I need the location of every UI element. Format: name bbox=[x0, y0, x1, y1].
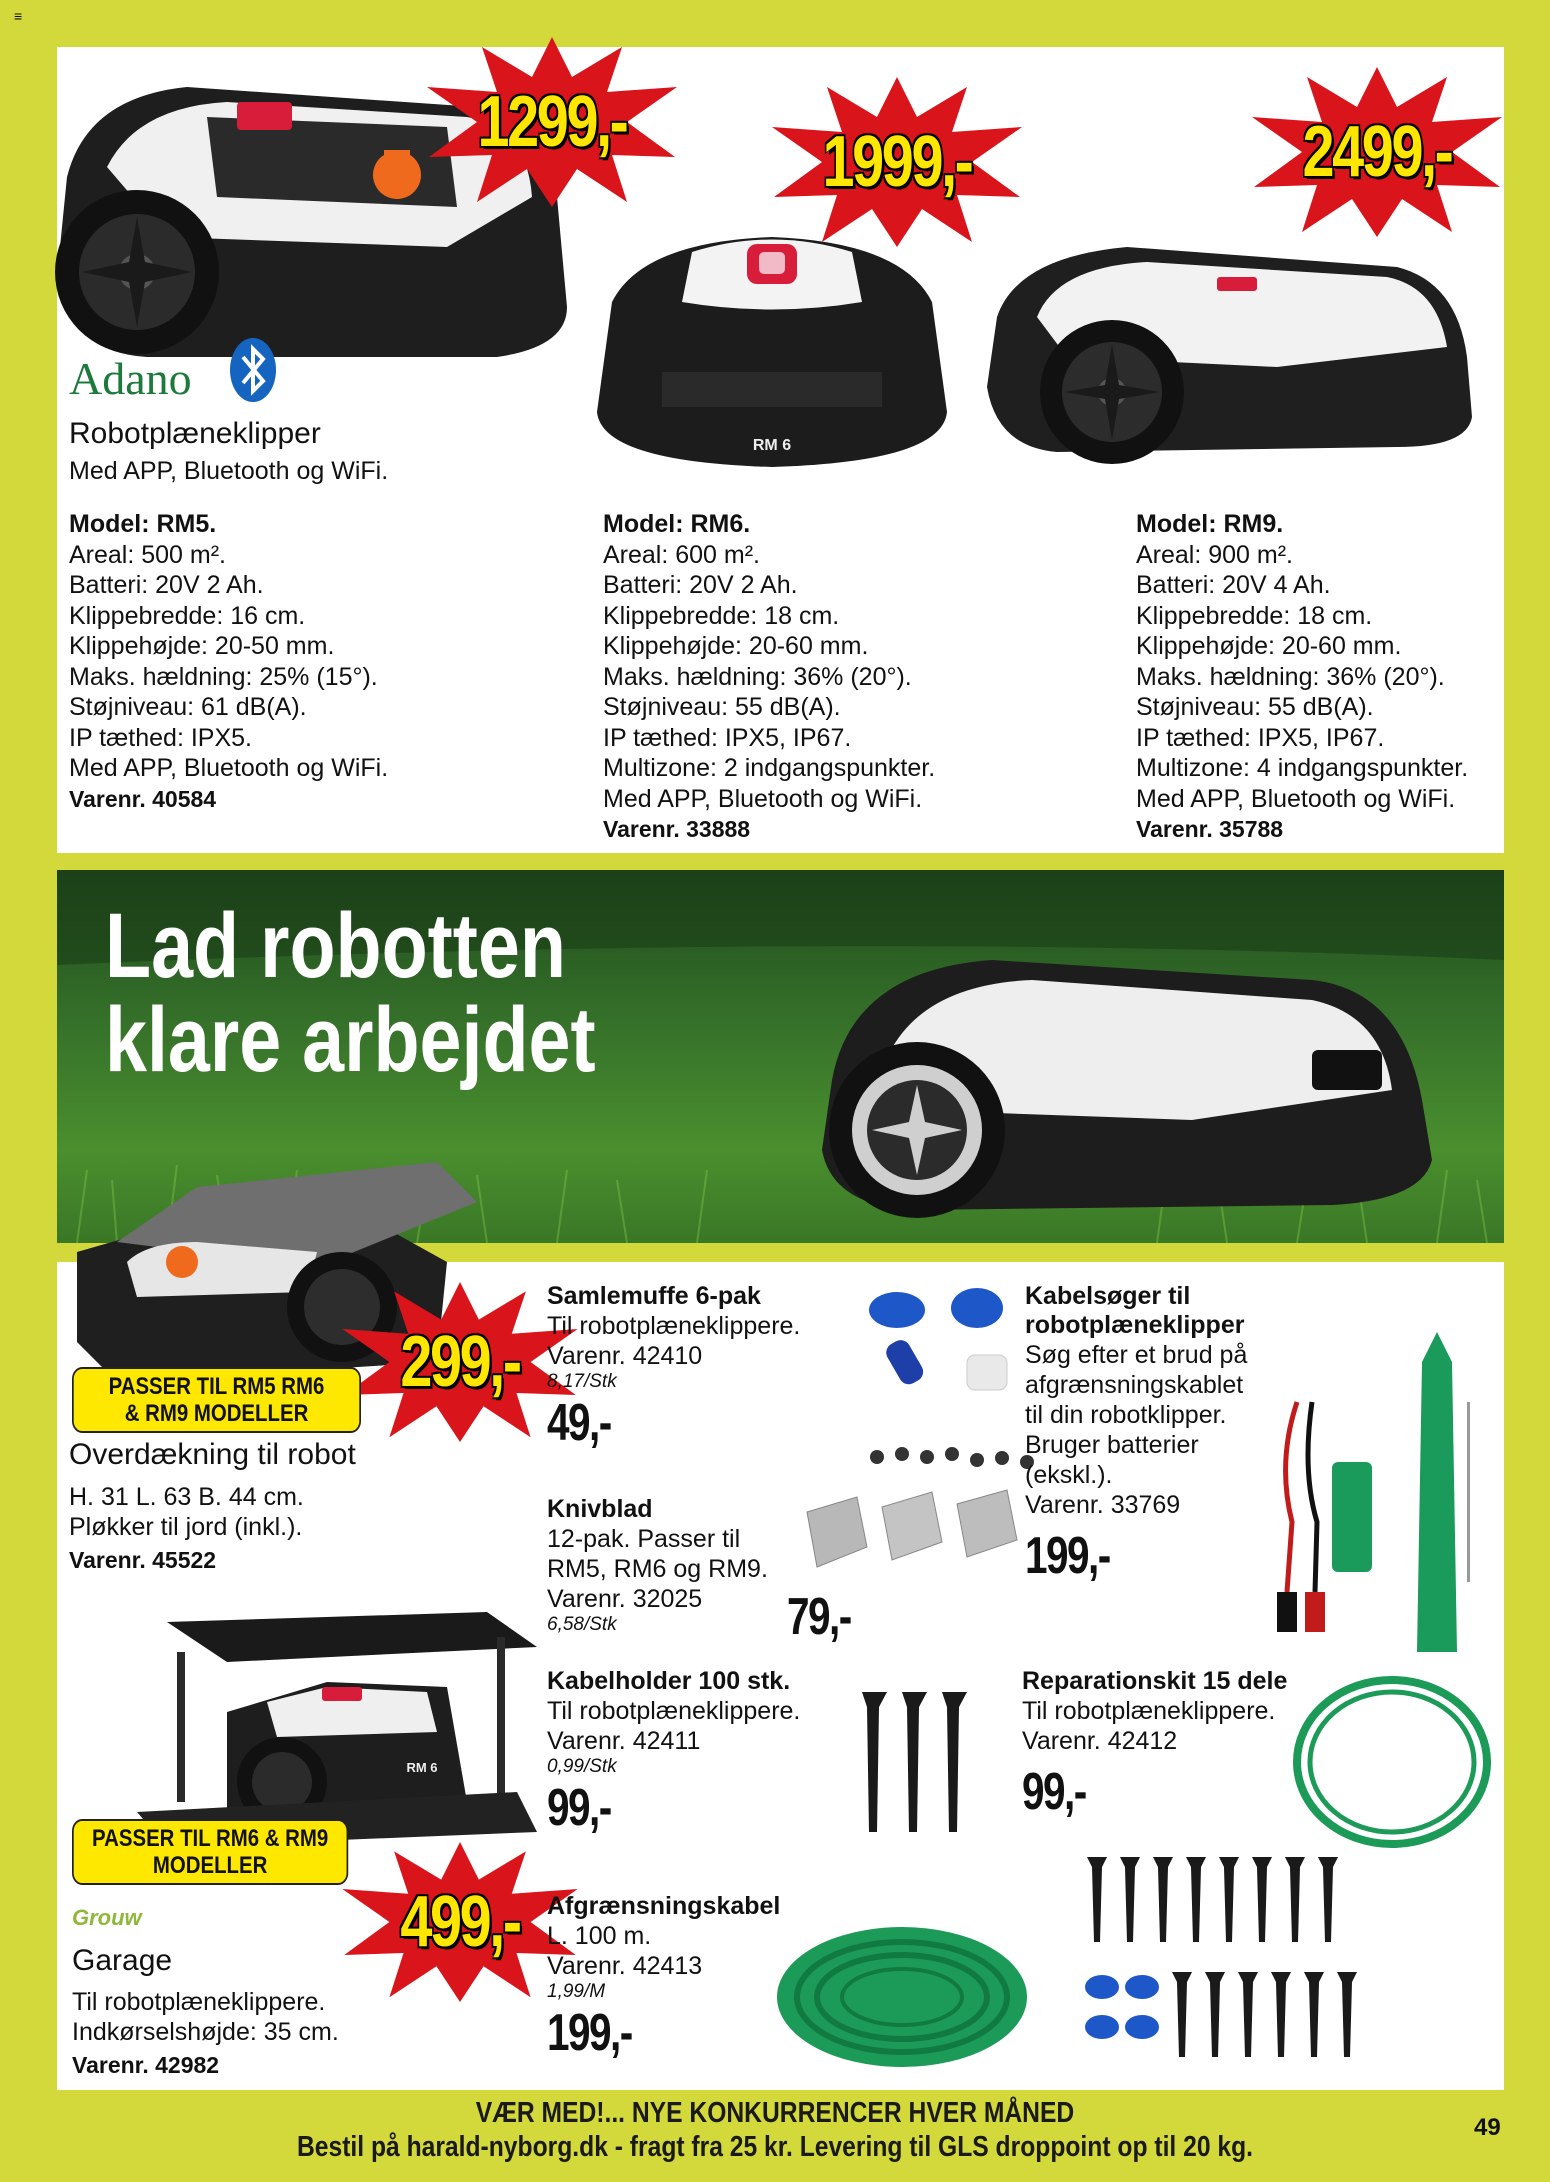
spec-line: Støjniveau: 55 dB(A). bbox=[603, 693, 841, 721]
product-price: 99,- bbox=[547, 1779, 611, 1837]
footer-line2: Bestil på harald-nyborg.dk - fragt fra 25 kr. Levering til GLS droppoint op til 20 kg. bbox=[296, 2131, 1254, 2163]
price-rm9: 2499,- bbox=[1302, 112, 1452, 192]
product-varenr: Varenr. 32025 bbox=[547, 1585, 703, 1613]
cover-line: H. 31 L. 63 B. 44 cm. bbox=[69, 1483, 304, 1511]
spec-line: Multizone: 2 indgangspunkter. bbox=[603, 754, 936, 782]
rm6-label: RM 6 bbox=[752, 437, 792, 454]
price-starburst-garage bbox=[340, 1842, 580, 2002]
spec-varenr: Varenr. 40584 bbox=[69, 785, 217, 812]
product-line: Søg efter et brud på bbox=[1025, 1341, 1248, 1369]
price-garage: 499,- bbox=[400, 1882, 520, 1962]
spec-line: Batteri: 20V 4 Ah. bbox=[1136, 571, 1331, 599]
badge-garage-compat bbox=[72, 1819, 348, 1885]
spec-line: Klippehøjde: 20-60 mm. bbox=[603, 632, 869, 660]
product-subtitle: Med APP, Bluetooth og WiFi. bbox=[69, 457, 389, 485]
product-title: Knivblad bbox=[547, 1495, 653, 1523]
product-title: Robotplæneklipper bbox=[69, 417, 321, 450]
spec-line: Areal: 600 m². bbox=[603, 540, 761, 569]
repair-kit-parts-image bbox=[1072, 1852, 1452, 2072]
spec-line: IP tæthed: IPX5, IP67. bbox=[1136, 723, 1385, 752]
spec-line: Maks. hældning: 36% (20°). bbox=[603, 662, 912, 691]
product-varenr: Varenr. 33769 bbox=[1025, 1491, 1181, 1519]
garage-rm6-label: RM 6 bbox=[406, 1760, 438, 1775]
product-line: Bruger batterier bbox=[1025, 1431, 1199, 1459]
product-line: til din robotklipper. bbox=[1025, 1401, 1227, 1429]
spec-line: Klippebredde: 18 cm. bbox=[1136, 601, 1373, 630]
product-varenr: Varenr. 42411 bbox=[547, 1727, 701, 1755]
product-price: 199,- bbox=[1025, 1527, 1110, 1585]
spec-line: Batteri: 20V 2 Ah. bbox=[603, 571, 798, 599]
spec-line: IP tæthed: IPX5, IP67. bbox=[603, 723, 852, 752]
banner-mower-image bbox=[792, 930, 1452, 1230]
unit-price: 1,99/M bbox=[547, 1981, 606, 2002]
product-title: Reparationskit 15 dele bbox=[1022, 1667, 1288, 1695]
product-price: 199,- bbox=[547, 2004, 632, 2062]
spec-line: Maks. hældning: 36% (20°). bbox=[1136, 662, 1445, 691]
unit-price: 0,99/Stk bbox=[547, 1756, 617, 1777]
garage-varenr: Varenr. 42982 bbox=[72, 2052, 220, 2078]
product-line: Til robotplæneklippere. bbox=[547, 1312, 801, 1340]
top-product-panel bbox=[57, 47, 1504, 853]
badge-cover-compat bbox=[72, 1367, 361, 1433]
spec-line: IP tæthed: IPX5. bbox=[69, 723, 252, 752]
spec-line: Areal: 500 m². bbox=[69, 540, 227, 569]
badge-line: MODELLER bbox=[152, 1852, 268, 1879]
spec-line: Klippehøjde: 20-60 mm. bbox=[1136, 632, 1402, 660]
repair-cable-coil-image bbox=[1287, 1667, 1497, 1857]
spec-line: Klippebredde: 18 cm. bbox=[603, 601, 840, 630]
cable-spool-image bbox=[772, 1922, 1032, 2072]
product-varenr: Varenr. 42410 bbox=[547, 1342, 703, 1370]
garage-image bbox=[107, 1592, 547, 1852]
price-cover: 299,- bbox=[400, 1322, 520, 1402]
product-samlemuffe bbox=[547, 1282, 847, 1453]
spec-varenr: Varenr. 35788 bbox=[1136, 816, 1284, 842]
product-price: 49,- bbox=[547, 1394, 611, 1452]
product-varenr: Varenr. 42412 bbox=[1022, 1727, 1178, 1755]
cover-desc bbox=[69, 1482, 304, 1542]
product-title: Kabelholder 100 stk. bbox=[547, 1667, 791, 1695]
product-line: L. 100 m. bbox=[547, 1922, 652, 1950]
spec-line: Med APP, Bluetooth og WiFi. bbox=[1136, 784, 1456, 813]
product-title: Afgrænsningskabel bbox=[547, 1892, 781, 1920]
spec-line: Multizone: 4 indgangspunkter. bbox=[1136, 754, 1469, 782]
spec-model: Model: RM9. bbox=[1136, 510, 1284, 538]
spec-line: Batteri: 20V 2 Ah. bbox=[69, 571, 264, 599]
spec-varenr: Varenr. 33888 bbox=[603, 816, 751, 842]
cable-tracker-image bbox=[1257, 1322, 1497, 1672]
product-title: Samlemuffe 6-pak bbox=[547, 1282, 761, 1310]
cover-line: Pløkker til jord (inkl.). bbox=[69, 1513, 303, 1541]
spec-model: Model: RM6. bbox=[603, 510, 751, 538]
accessories-panel bbox=[57, 1262, 1504, 2090]
knivblad-price: 79,- bbox=[787, 1588, 851, 1646]
spec-model: Model: RM5. bbox=[69, 510, 217, 538]
spec-line: Støjniveau: 61 dB(A). bbox=[69, 693, 307, 721]
price-starburst-rm9 bbox=[1252, 67, 1502, 237]
spec-line: Maks. hældning: 25% (15°). bbox=[69, 662, 378, 691]
garage-line: Indkørselshøjde: 35 cm. bbox=[72, 2018, 339, 2046]
product-line: afgrænsningskablet bbox=[1025, 1371, 1244, 1399]
mower-rm6-image bbox=[582, 222, 962, 482]
badge-line: PASSER TIL RM6 & RM9 bbox=[92, 1825, 329, 1852]
grouw-logo: Grouw bbox=[72, 1905, 142, 1930]
banner-headline-line1: Lad robotten bbox=[105, 895, 566, 997]
footer-line1: VÆR MED!... NYE KONKURRENCER HVER MÅNED bbox=[475, 2097, 1075, 2129]
cover-title: Overdækning til robot bbox=[69, 1438, 356, 1471]
product-title: robotplæneklipper bbox=[1025, 1311, 1245, 1339]
spec-line: Med APP, Bluetooth og WiFi. bbox=[69, 754, 389, 782]
product-line: Til robotplæneklippere. bbox=[1022, 1697, 1276, 1725]
product-title: Kabelsøger til bbox=[1025, 1282, 1191, 1310]
spec-rm9 bbox=[1136, 509, 1504, 845]
unit-price: 8,17/Stk bbox=[547, 1371, 617, 1392]
price-starburst-cover bbox=[340, 1282, 580, 1442]
garage-line: Til robotplæneklippere. bbox=[72, 1988, 326, 2016]
unit-price: 6,58/Stk bbox=[547, 1614, 617, 1635]
spec-rm6 bbox=[603, 509, 1023, 845]
product-line: 12-pak. Passer til bbox=[547, 1525, 741, 1553]
bluetooth-icon bbox=[229, 337, 277, 403]
price-rm6: 1999,- bbox=[822, 122, 972, 202]
product-line: RM5, RM6 og RM9. bbox=[547, 1555, 768, 1583]
spec-line: Areal: 900 m². bbox=[1136, 540, 1294, 569]
mower-rm9-image bbox=[977, 207, 1477, 477]
spec-line: Med APP, Bluetooth og WiFi. bbox=[603, 784, 923, 813]
garage-title: Garage bbox=[72, 1944, 173, 1977]
product-line: Til robotplæneklippere. bbox=[547, 1697, 801, 1725]
corner-mark: ≡ bbox=[14, 8, 23, 24]
pegs-image bbox=[847, 1687, 987, 1837]
product-varenr: Varenr. 42413 bbox=[547, 1952, 703, 1980]
adano-logo: Adano bbox=[69, 353, 192, 404]
spec-line: Klippehøjde: 20-50 mm. bbox=[69, 632, 335, 660]
spec-rm5 bbox=[69, 509, 469, 814]
cover-varenr: Varenr. 45522 bbox=[69, 1547, 217, 1573]
spec-line: Klippebredde: 16 cm. bbox=[69, 601, 306, 630]
product-kabelholder bbox=[547, 1667, 847, 1838]
banner-headline-line2: klare arbejdet bbox=[105, 989, 596, 1091]
price-starburst-rm5 bbox=[427, 37, 677, 207]
price-starburst-rm6 bbox=[772, 77, 1022, 247]
product-price: 99,- bbox=[1022, 1763, 1086, 1821]
badge-line: & RM9 MODELLER bbox=[124, 1400, 309, 1427]
badge-line: PASSER TIL RM5 RM6 bbox=[108, 1373, 325, 1400]
spec-line: Støjniveau: 55 dB(A). bbox=[1136, 693, 1374, 721]
product-line: (ekskl.). bbox=[1025, 1461, 1113, 1489]
price-rm5: 1299,- bbox=[477, 82, 627, 162]
page-number: 49 bbox=[1474, 2114, 1501, 2141]
garage-desc bbox=[72, 1987, 339, 2047]
